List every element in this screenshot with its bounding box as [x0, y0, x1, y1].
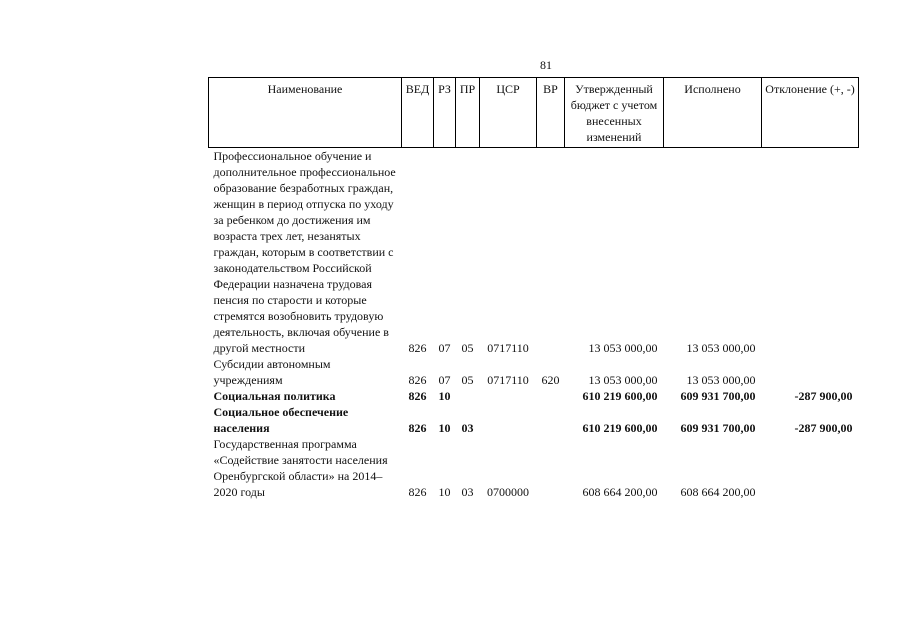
row-name: Социальное обеспечение населения [213, 405, 349, 435]
header-rz: РЗ [434, 78, 456, 148]
row-rz: 10 [438, 421, 451, 435]
row-deviation: -287 900,00 [794, 421, 853, 435]
row-rz: 10 [438, 389, 451, 403]
row-deviation [762, 356, 859, 388]
row-ved: 826 [408, 373, 427, 387]
row-name: Социальная политика [213, 389, 336, 403]
table-row [209, 356, 859, 388]
row-pr [456, 388, 480, 404]
table-row [209, 436, 859, 500]
row-executed: 13 053 000,00 [686, 341, 756, 355]
row-csr: 0700000 [487, 485, 529, 499]
row-ved: 826 [408, 485, 427, 499]
budget-table [208, 77, 859, 500]
table-header-row [209, 78, 859, 148]
table-row [209, 148, 859, 357]
row-name: Государственная программа «Содействие занятости населения Оренбургской области» на 2014–2020 годы [213, 437, 388, 499]
header-ved: ВЕД [402, 78, 434, 148]
row-approved: 13 053 000,00 [588, 341, 658, 355]
row-vr [537, 436, 565, 500]
row-csr [480, 404, 537, 436]
row-ved: 826 [408, 341, 427, 355]
header-pr: ПР [456, 78, 480, 148]
row-rz: 07 [438, 341, 451, 355]
row-executed: 609 931 700,00 [680, 421, 756, 435]
header-executed: Исполнено [664, 78, 762, 148]
row-pr: 03 [461, 485, 474, 499]
header-name: Наименование [209, 78, 402, 148]
row-csr [480, 388, 537, 404]
row-rz: 07 [438, 373, 451, 387]
row-approved: 610 219 600,00 [582, 389, 658, 403]
row-name: Профессиональное обучение и дополнительное профессиональное образование безработных граждан, женщин в период отпуска по уходу за ребенком до достижения им возраста трех лет, незанятых граждан, которым в соответствии с законодательством Российской Федерации назначена трудовая пенсия по старости и которые стремятся возобновить трудовую деятельность, включая обучение в другой местности [213, 149, 396, 355]
page-number: 81 [540, 58, 552, 72]
header-vr: ВР [537, 78, 565, 148]
row-vr [537, 388, 565, 404]
row-executed: 609 931 700,00 [680, 389, 756, 403]
row-vr [537, 404, 565, 436]
row-csr: 0717110 [487, 373, 529, 387]
row-executed: 608 664 200,00 [680, 485, 756, 499]
row-csr: 0717110 [487, 341, 529, 355]
row-vr: 620 [541, 373, 560, 387]
row-vr [537, 148, 565, 357]
row-ved: 826 [408, 389, 427, 403]
row-rz: 10 [438, 485, 451, 499]
header-approved: Утвержденный бюджет с учетом внесенных изменений [565, 78, 664, 148]
row-pr: 03 [461, 421, 474, 435]
table-row [209, 388, 859, 404]
row-pr: 05 [461, 341, 474, 355]
row-deviation [762, 436, 859, 500]
row-approved: 608 664 200,00 [582, 485, 658, 499]
row-pr: 05 [461, 373, 474, 387]
row-approved: 13 053 000,00 [588, 373, 658, 387]
header-deviation: Отклонение (+, -) [762, 78, 859, 148]
row-deviation [762, 148, 859, 357]
header-csr: ЦСР [480, 78, 537, 148]
row-ved: 826 [408, 421, 427, 435]
row-name: Субсидии автономным учреждениям [213, 357, 331, 387]
table-row [209, 404, 859, 436]
row-executed: 13 053 000,00 [686, 373, 756, 387]
row-deviation: -287 900,00 [794, 389, 853, 403]
row-approved: 610 219 600,00 [582, 421, 658, 435]
